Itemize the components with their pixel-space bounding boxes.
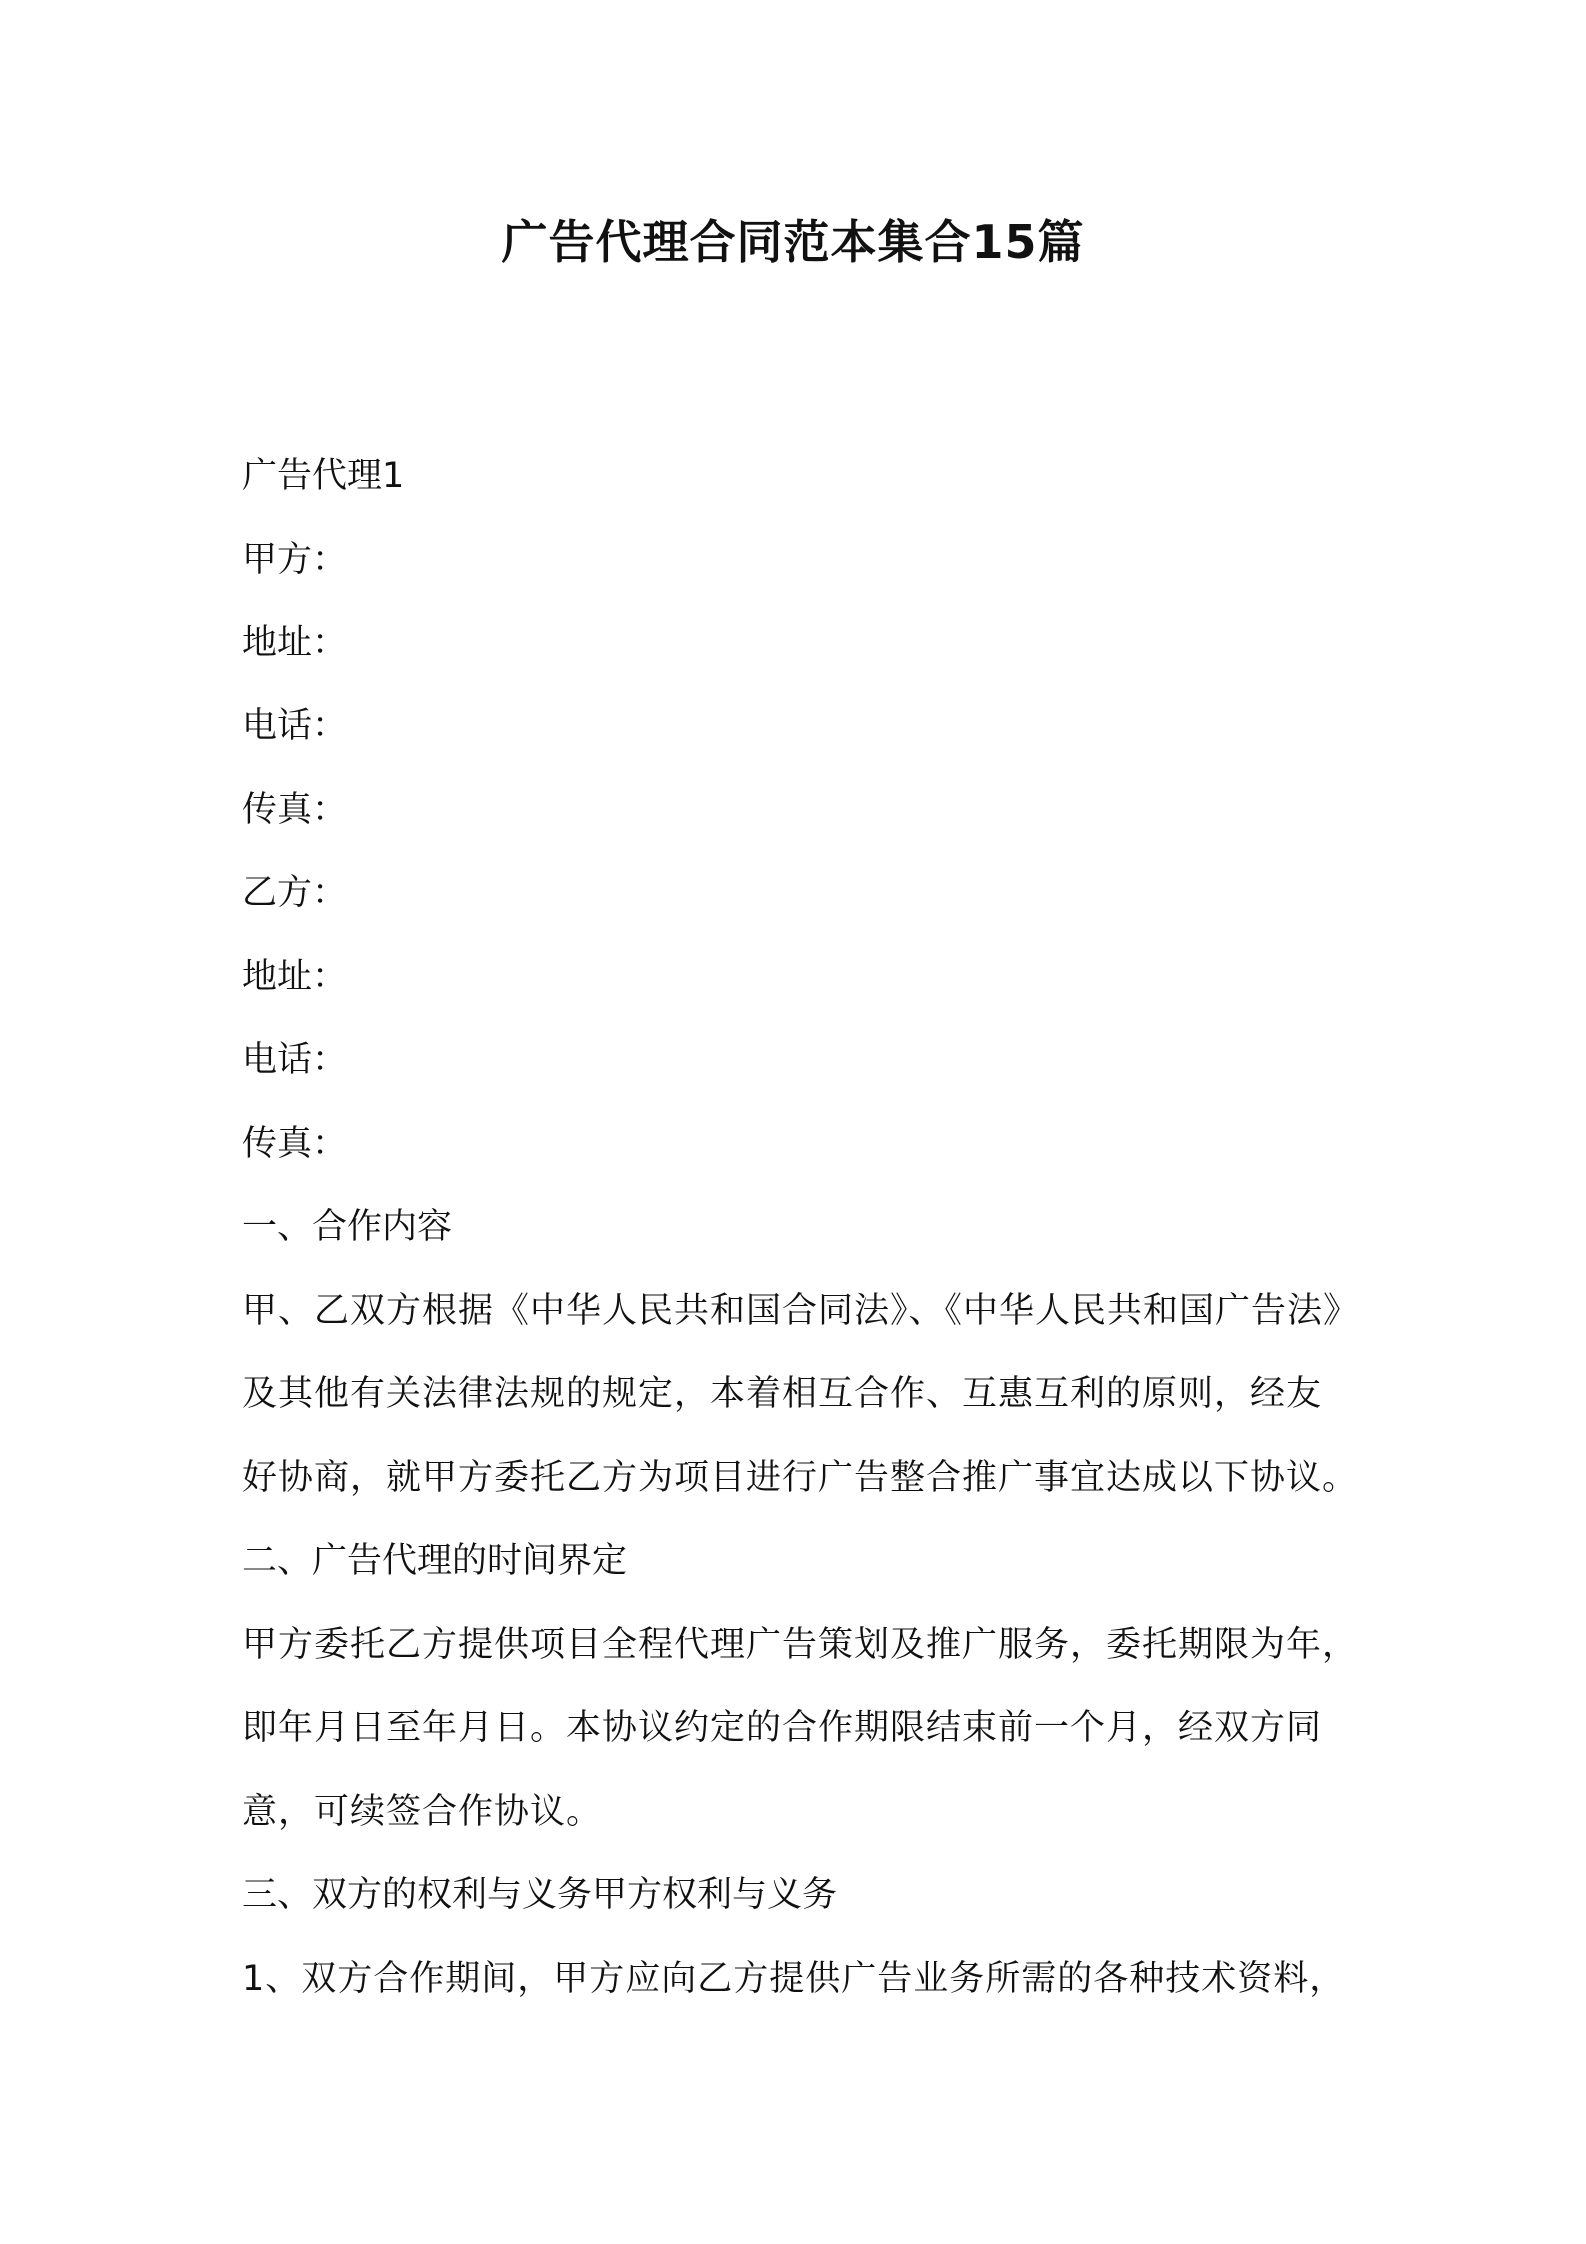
clause-1-line: 甲、乙双方根据《中华人民共和国合同法》、《中华人民共和国广告法》 [242, 1291, 1360, 1331]
party-b-address-label: 地址： [242, 957, 348, 997]
clause-3-line: 1、双方合作期间，甲方应向乙方提供广告业务所需的各种技术资料， [242, 1959, 1346, 1999]
clause-2-heading: 二、广告代理的时间界定 [242, 1541, 628, 1581]
clause-2-line: 意，可续签合作协议。 [242, 1792, 603, 1832]
clause-2-line: 甲方委托乙方提供项目全程代理广告策划及推广服务，委托期限为年， [242, 1625, 1359, 1665]
section-heading: 广告代理1 [242, 456, 405, 496]
page-title: 广告代理合同范本集合15篇 [501, 215, 1085, 269]
party-a-name-label: 甲方： [242, 540, 348, 580]
clause-3-heading: 三、双方的权利与义务甲方权利与义务 [242, 1875, 838, 1915]
clause-1-line: 好协商，就甲方委托乙方为项目进行广告整合推广事宜达成以下协议。 [242, 1458, 1359, 1498]
party-b-phone-label: 电话： [242, 1040, 348, 1080]
party-b-name-label: 乙方： [242, 873, 348, 913]
party-a-fax-label: 传真： [242, 790, 348, 830]
clause-1-line: 及其他有关法律法规的规定，本着相互合作、互惠互利的原则，经友 [242, 1374, 1323, 1414]
party-a-address-label: 地址： [242, 623, 348, 663]
clause-1-heading: 一、合作内容 [242, 1207, 453, 1247]
clause-2-line: 即年月日至年月日。本协议约定的合作期限结束前一个月，经双方同 [242, 1708, 1323, 1748]
party-a-phone-label: 电话： [242, 706, 348, 746]
party-b-fax-label: 传真： [242, 1124, 348, 1164]
